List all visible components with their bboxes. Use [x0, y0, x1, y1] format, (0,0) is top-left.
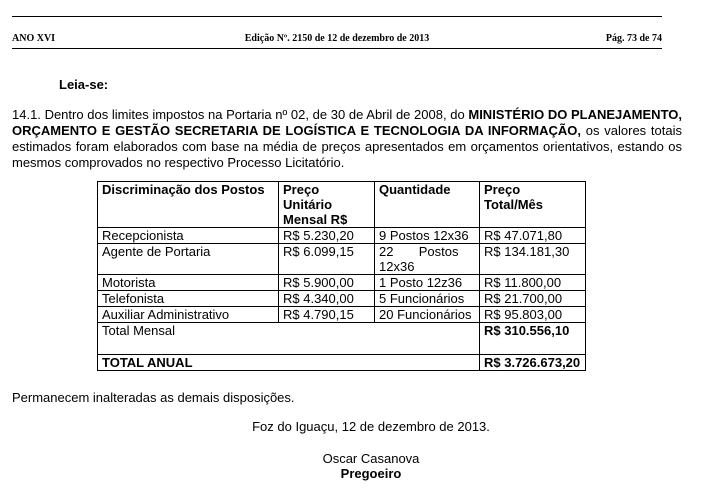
total-mensal-value: R$ 310.556,10	[480, 323, 586, 355]
cell-quantidade: 5 Funcionários	[375, 291, 480, 307]
cell-preco-total: R$ 21.700,00	[480, 291, 586, 307]
cell-quantidade: 22 Postos 12x36	[375, 244, 480, 275]
header-cell-postos: Discriminação dos Postos	[98, 182, 279, 228]
cell-quantidade: 20 Funcionários	[375, 307, 480, 323]
leia-se-heading: Leia-se:	[59, 77, 109, 92]
header-year: ANO XVI	[12, 33, 56, 44]
cell-posto: Agente de Portaria	[98, 244, 279, 275]
table-row	[98, 307, 586, 323]
cell-posto: Auxiliar Administrativo	[98, 307, 279, 323]
cell-posto: Recepcionista	[98, 228, 279, 244]
table-row	[98, 244, 586, 275]
cell-preco-total: R$ 47.071,80	[480, 228, 586, 244]
table-row	[98, 275, 586, 291]
page-header	[12, 0, 662, 46]
header-cell-preco-unitario: Preço Unitário Mensal R$	[279, 182, 375, 228]
cell-preco-total: R$ 134.181,30	[480, 244, 586, 275]
closing-statement: Permanecem inalteradas as demais disposições.	[12, 390, 295, 405]
clause-text-2: os valores totais estimados foram elaborados com base na média de preços apresentados em orçamentos orientativos, estando os mesmos comprovados no respectivo Processo Licitatório.	[12, 123, 682, 170]
cell-preco-unitario: R$ 5.900,00	[279, 275, 375, 291]
table-header-row	[98, 182, 586, 228]
cell-preco-unitario: R$ 4.790,15	[279, 307, 375, 323]
cell-posto: Telefonista	[98, 291, 279, 307]
total-anual-label: TOTAL ANUAL	[98, 355, 480, 371]
total-anual-row	[98, 355, 586, 371]
cell-preco-unitario: R$ 5.230,20	[279, 228, 375, 244]
total-anual-value: R$ 3.726.673,20	[480, 355, 586, 371]
clause-ministry: MINISTÉRIO DO PLANEJAMENTO, ORÇAMENTO E GESTÃO SECRETARIA DE LOGÍSTICA E TECNOLOGIA DA INFORMAÇÃO,	[12, 107, 682, 138]
cell-preco-unitario: R$ 6.099,15	[279, 244, 375, 275]
signer-title: Pregoeiro	[340, 466, 402, 481]
cell-preco-total: R$ 11.800,00	[480, 275, 586, 291]
cell-quantidade: 9 Postos 12x36	[375, 228, 480, 244]
cell-preco-unitario: R$ 4.340,00	[279, 291, 375, 307]
total-mensal-row	[98, 323, 586, 355]
cell-posto: Motorista	[98, 275, 279, 291]
header-page-number: Pág. 73 de 74	[605, 33, 662, 44]
header-cell-quantidade: Quantidade	[375, 182, 480, 228]
place-date: Foz do Iguaçu, 12 de dezembro de 2013.	[252, 419, 490, 434]
cell-quantidade: 1 Posto 12z36	[375, 275, 480, 291]
table-row	[98, 291, 586, 307]
price-table	[97, 181, 586, 371]
signature-block	[0, 451, 702, 481]
header-cell-preco-total: Preço Total/Mês	[480, 182, 586, 228]
clause-paragraph	[12, 107, 682, 171]
signer-name: Oscar Casanova	[322, 451, 420, 466]
clause-text-1: 14.1. Dentro dos limites impostos na Portaria nº 02, de 30 de Abril de 2008, do	[12, 107, 469, 122]
total-mensal-label: Total Mensal	[98, 323, 480, 355]
header-top-rule	[12, 16, 662, 17]
header-bottom-rule	[12, 48, 662, 49]
cell-preco-total: R$ 95.803,00	[480, 307, 586, 323]
table-row	[98, 228, 586, 244]
header-edition: Edição Nº. 2150 de 12 de dezembro de 2013	[244, 33, 430, 44]
